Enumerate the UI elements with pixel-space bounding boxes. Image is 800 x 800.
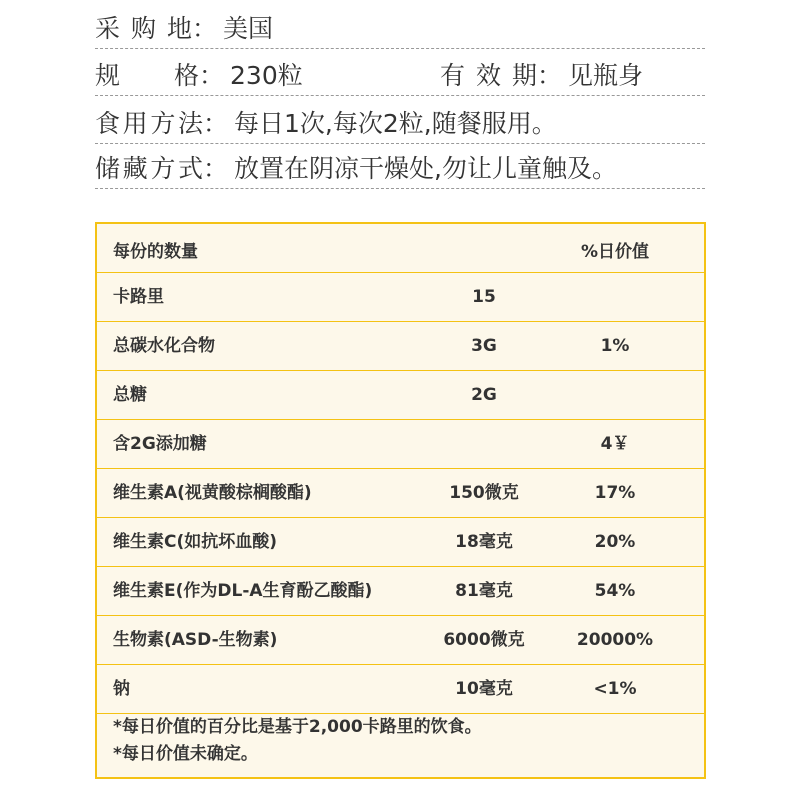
nutrient-daily-value: 20% xyxy=(594,532,636,552)
colon: ： xyxy=(199,61,225,90)
nutrient-amount: 3G xyxy=(471,336,497,356)
nutrient-row xyxy=(97,322,704,371)
nutrient-daily-value: <1% xyxy=(593,679,637,699)
nutrient-amount: 150微克 xyxy=(449,483,519,503)
nutrient-daily-value: 4￥ xyxy=(600,434,630,454)
nutrient-row xyxy=(97,665,704,714)
storage-label: 储藏方式 xyxy=(95,154,203,183)
spec-label: 规 格 xyxy=(95,61,199,90)
nutrient-daily-value: 1% xyxy=(600,336,630,356)
nutrient-daily-value: 20000% xyxy=(576,630,654,650)
nutrient-row xyxy=(97,371,704,420)
nutrient-name: 维生素A(视黄酸棕榈酸酯) xyxy=(113,483,312,503)
usage-item xyxy=(95,105,557,143)
nutrition-table xyxy=(95,222,706,779)
nutrient-amount: 10毫克 xyxy=(455,679,513,699)
nutrient-row xyxy=(97,567,704,616)
nutrient-name: 总碳水化合物 xyxy=(113,336,215,356)
nutrient-daily-value: 54% xyxy=(594,581,636,601)
serving-amount-header: 每份的数量 xyxy=(113,242,198,262)
nutrient-name: 总糖 xyxy=(113,385,147,405)
spec-item xyxy=(95,57,303,95)
nutrient-row xyxy=(97,420,704,469)
expiry-label: 有 效 期 xyxy=(440,61,537,90)
storage-item xyxy=(95,150,617,188)
info-line-origin xyxy=(95,10,705,49)
usage-value: 每日1次,每次2粒,随餐服用。 xyxy=(234,109,557,138)
expiry-item xyxy=(440,57,643,95)
origin-label: 采 购 地 xyxy=(95,14,192,43)
nutrient-daily-value: 17% xyxy=(594,483,636,503)
storage-value: 放置在阴凉干燥处,勿让儿童触及。 xyxy=(234,154,617,183)
nutrient-name: 维生素E(作为DL-A生育酚乙酸酯) xyxy=(113,581,373,601)
nutrient-name: 生物素(ASD-生物素) xyxy=(113,630,278,650)
origin-value: 美国 xyxy=(223,14,274,43)
info-line-storage xyxy=(95,150,705,189)
nutrient-amount: 81毫克 xyxy=(455,581,513,601)
nutrient-name: 含2G添加糖 xyxy=(113,434,207,454)
nutrient-row xyxy=(97,469,704,518)
spec-value: 230粒 xyxy=(230,61,303,90)
nutrient-row xyxy=(97,616,704,665)
nutrient-name: 维生素C(如抗坏血酸) xyxy=(113,532,278,552)
footnote-not-established: *每日价值未确定。 xyxy=(113,744,258,764)
nutrient-row xyxy=(97,273,704,322)
nutrient-amount: 6000微克 xyxy=(443,630,525,650)
nutrition-footnotes xyxy=(97,714,704,768)
usage-label: 食用方法 xyxy=(95,109,203,138)
origin-item xyxy=(95,10,273,48)
nutrient-row xyxy=(97,518,704,567)
nutrition-header-row xyxy=(97,224,704,273)
nutrient-amount: 2G xyxy=(471,385,497,405)
nutrient-amount: 15 xyxy=(472,287,496,307)
footnote-daily-value-basis: *每日价值的百分比是基于2,000卡路里的饮食。 xyxy=(113,717,482,737)
colon: ： xyxy=(203,154,229,183)
nutrient-name: 钠 xyxy=(113,679,130,699)
expiry-value: 见瓶身 xyxy=(568,61,644,90)
info-line-usage xyxy=(95,105,705,144)
nutrient-amount: 18毫克 xyxy=(455,532,513,552)
colon: ： xyxy=(203,109,229,138)
daily-value-header: %日价值 xyxy=(580,242,650,262)
nutrient-name: 卡路里 xyxy=(113,287,164,307)
colon: ： xyxy=(192,14,218,43)
colon: ： xyxy=(537,61,563,90)
info-line-spec-expiry xyxy=(95,57,705,96)
